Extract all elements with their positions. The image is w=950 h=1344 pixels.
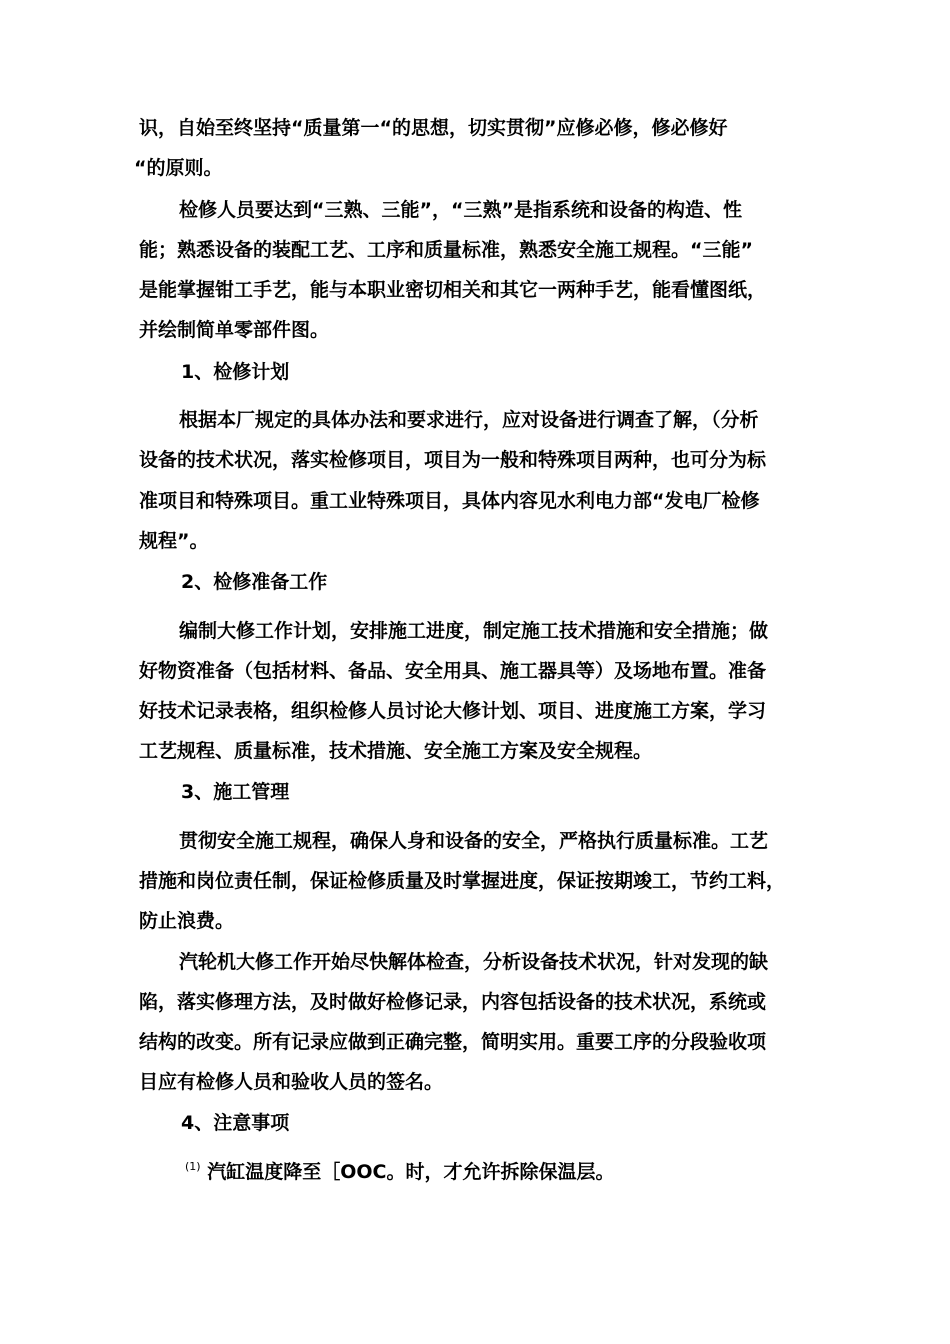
text-line: 好技术记录表格，组织检修人员讨论大修计划、项目、进度施工方案，学习	[139, 700, 767, 722]
text-line: 根据本厂规定的具体办法和要求进行，应对设备进行调查了解，（分析	[179, 409, 759, 431]
text-line: 好物资准备（包括材料、备品、安全用具、施工器具等）及场地布置。准备	[139, 660, 767, 682]
list-item	[185, 1159, 614, 1188]
text-line: 识，自始至终坚持“质量第一“的思想，切实贯彻”应修必修，修必修好	[139, 117, 728, 139]
text-line: 检修人员要达到“三熟、三能”，“三熟”是指系统和设备的构造、性	[179, 199, 742, 221]
list-item-marker: (1)	[185, 1160, 201, 1173]
text-line: 设备的技术状况，落实检修项目，项目为一般和特殊项目两种，也可分为标	[139, 449, 767, 471]
text-line: 工艺规程、质量标准，技术措施、安全施工方案及安全规程。	[139, 740, 653, 762]
text-line: 准项目和特殊项目。重工业特殊项目，具体内容见水利电力部“发电厂检修	[139, 490, 760, 512]
text-line: 贯彻安全施工规程，确保人身和设备的安全，严格执行质量标准。工艺	[179, 830, 769, 852]
text-line: 陷，落实修理方法，及时做好检修记录，内容包括设备的技术状况，系统或	[139, 991, 767, 1013]
section-heading: 3、施工管理	[181, 781, 290, 803]
text-line: 防止浪费。	[139, 910, 235, 932]
text-line: 汽轮机大修工作开始尽快解体检查，分析设备技术状况，针对发现的缺	[179, 951, 769, 973]
text-line: 结构的改变。所有记录应做到正确完整，简明实用。重要工序的分段验收项	[139, 1031, 767, 1053]
text-line: 能；熟悉设备的装配工艺、工序和质量标准，熟悉安全施工规程。“三能”	[139, 239, 753, 261]
text-line: 规程”。	[139, 530, 209, 552]
text-line: “的原则。	[134, 157, 223, 179]
section-heading: 1、检修计划	[181, 361, 290, 383]
section-heading: 4、注意事项	[181, 1112, 290, 1134]
list-item-text: 汽缸温度降至［OOC。时，才允许拆除保温层。	[207, 1161, 615, 1183]
text-line: 并绘制简单零部件图。	[139, 319, 330, 341]
section-heading: 2、检修准备工作	[181, 571, 328, 593]
text-line: 措施和岗位责任制，保证检修质量及时掌握进度，保证按期竣工，节约工料，	[139, 870, 786, 892]
text-line: 目应有检修人员和验收人员的签名。	[139, 1071, 444, 1093]
text-line: 是能掌握钳工手艺，能与本职业密切相关和其它一两种手艺，能看懂图纸，	[139, 279, 767, 301]
text-line: 编制大修工作计划，安排施工进度，制定施工技术措施和安全措施；做	[179, 620, 769, 642]
